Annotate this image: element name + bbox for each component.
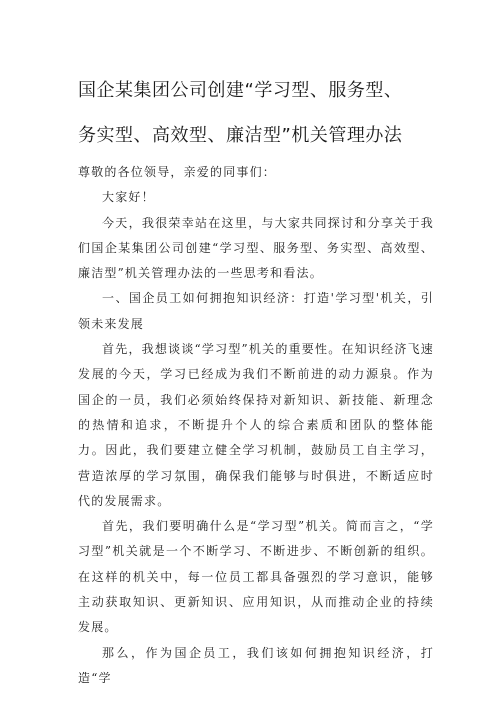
document-title-line-2: 务实型、高效型、廉洁型”机关管理办法 bbox=[78, 125, 403, 146]
body-paragraph: 那么，作为国企员工，我们该如何拥抱知识经济，打造“学 bbox=[78, 645, 434, 685]
document-body bbox=[78, 160, 434, 691]
document-title-line-1: 国企某集团公司创建“学习型、服务型、 bbox=[78, 80, 403, 101]
body-paragraph: 首先，我想谈谈“学习型”机关的重要性。在知识经济飞速发展的今天，学习已经成为我们不断前进的动力源泉。作为国企的一员，我们必须始终保持对新知识、新技能、新理念的热情和追求，不断提升个人的综合素质和团队的整体能力。因此，我们要建立健全学习机制，鼓励员工自主学习，营造浓厚的学习氛围，确保我们能够与时俱进，不断适应时代的发展需求。 bbox=[78, 342, 434, 508]
section-heading: 一、国企员工如何拥抱知识经济：打造'学习型'机关，引领未来发展 bbox=[78, 291, 434, 331]
salutation: 尊敬的各位领导，亲爱的同事们： bbox=[78, 165, 277, 179]
body-paragraph: 今天，我很荣幸站在这里，与大家共同探讨和分享关于我们国企某集团公司创建“学习型、服务型、务实型、高效型、廉洁型”机关管理办法的一些思考和看法。 bbox=[78, 215, 434, 281]
body-paragraph: 首先，我们要明确什么是“学习型”机关。简而言之，“学习型”机关就是一个不断学习、不断进步、不断创新的组织。在这样的机关中，每一位员工都具备强烈的学习意识，能够主动获取知识、更新知识、应用知识，从而推动企业的持续发展。 bbox=[78, 519, 434, 635]
greeting: 大家好！ bbox=[102, 190, 155, 205]
